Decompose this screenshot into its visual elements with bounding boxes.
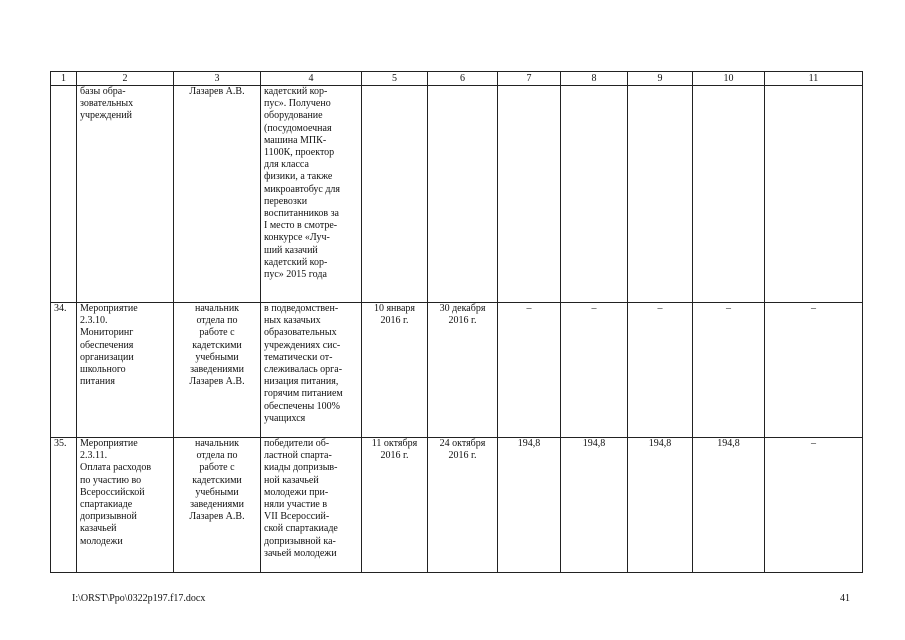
row-number (51, 86, 77, 303)
value-col-8: – (561, 303, 628, 438)
event-name: Мероприятие 2.3.10. Мониторинг обеспечения организации школьного питания (77, 303, 174, 438)
value-col-10 (693, 86, 765, 303)
value-col-7: 194,8 (498, 438, 561, 573)
event-name: базы обра- зовательных учреждений (77, 86, 174, 303)
event-result: кадетский кор- пус». Получено оборудование (посудомоечная машина МПК- 1100К, проектор для класса физики, а также микроавтобус для перевозки воспитанников за I место в смотре- конкурсе «Луч- ший казачий кадетский кор- пус» 2015 года (261, 86, 362, 303)
row-number: 35. (51, 438, 77, 573)
column-number: 6 (428, 72, 498, 86)
event-result: в подведомствен- ных казачьих образовательных учреждениях сис- тематически от- слеживалась орга- низация питания, горячим питанием обеспечены 100% учащихся (261, 303, 362, 438)
start-date: 11 октября 2016 г. (362, 438, 428, 573)
footer-file-path: I:\ORST\Ppo\0322p197.f17.docx (72, 593, 206, 604)
document-table (50, 71, 863, 573)
responsible-person: Лазарев А.В. (174, 86, 261, 303)
table-row (51, 86, 863, 303)
value-col-10: – (693, 303, 765, 438)
value-col-7: – (498, 303, 561, 438)
event-name: Мероприятие 2.3.11. Оплата расходов по участию во Всероссийской спартакиаде допризывной казачьей молодежи (77, 438, 174, 573)
column-number: 4 (261, 72, 362, 86)
table-row (51, 438, 863, 573)
table-row (51, 303, 863, 438)
value-col-10: 194,8 (693, 438, 765, 573)
column-number: 10 (693, 72, 765, 86)
column-number-row (51, 72, 863, 86)
start-date (362, 86, 428, 303)
event-result: победители об- ластной спарта- киады допризыв- ной казачьей молодежи при- няли участие в VII Всероссий- ской спартакиаде допризывной ка- зачьей молодежи (261, 438, 362, 573)
responsible-person: начальник отдела по работе с кадетскими учебными заведениями Лазарев А.В. (174, 438, 261, 573)
value-col-11 (765, 86, 863, 303)
end-date: 24 октября 2016 г. (428, 438, 498, 573)
footer-page-number: 41 (840, 593, 850, 604)
value-col-7 (498, 86, 561, 303)
value-col-9: – (628, 303, 693, 438)
column-number: 2 (77, 72, 174, 86)
column-number: 7 (498, 72, 561, 86)
start-date: 10 января 2016 г. (362, 303, 428, 438)
responsible-person: начальник отдела по работе с кадетскими учебными заведениями Лазарев А.В. (174, 303, 261, 438)
value-col-8: 194,8 (561, 438, 628, 573)
value-col-11: – (765, 438, 863, 573)
value-col-9: 194,8 (628, 438, 693, 573)
column-number: 11 (765, 72, 863, 86)
column-number: 9 (628, 72, 693, 86)
column-number: 8 (561, 72, 628, 86)
end-date (428, 86, 498, 303)
row-number: 34. (51, 303, 77, 438)
value-col-8 (561, 86, 628, 303)
column-number: 5 (362, 72, 428, 86)
column-number: 3 (174, 72, 261, 86)
end-date: 30 декабря 2016 г. (428, 303, 498, 438)
value-col-11: – (765, 303, 863, 438)
value-col-9 (628, 86, 693, 303)
column-number: 1 (51, 72, 77, 86)
